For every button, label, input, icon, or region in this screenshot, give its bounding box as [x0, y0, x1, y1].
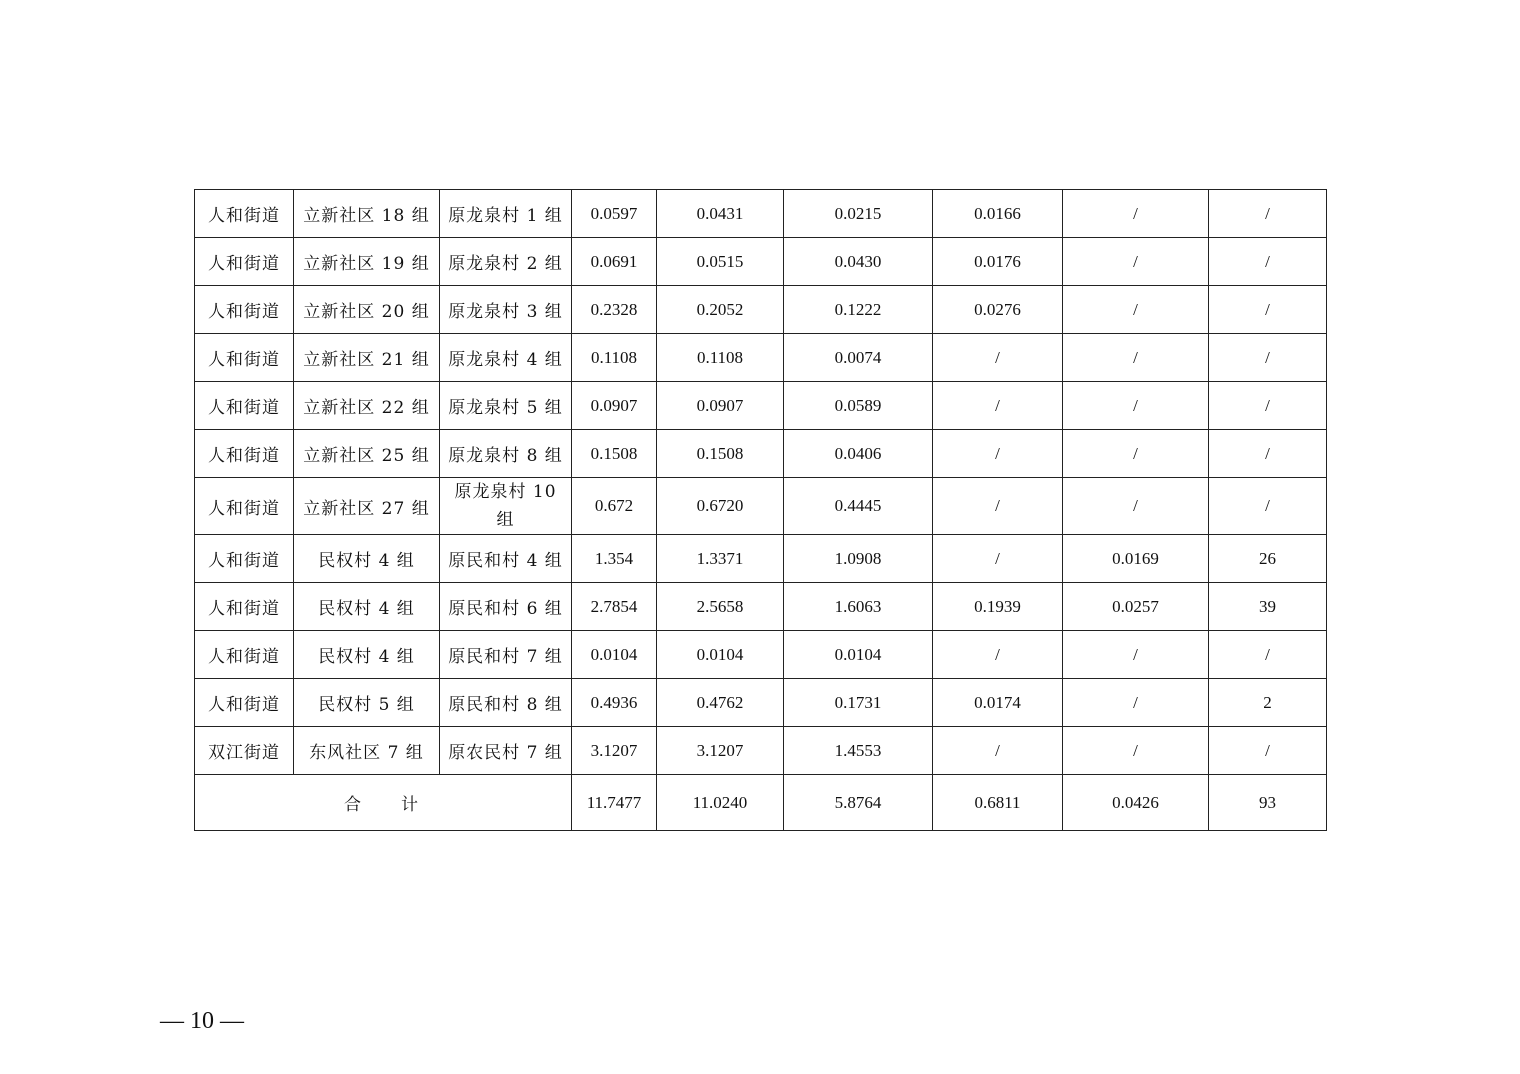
- value-cell-1: 0.0691: [572, 238, 657, 286]
- value-cell-1: 0.2328: [572, 286, 657, 334]
- table-row: [195, 238, 1327, 286]
- table-row: [195, 727, 1327, 775]
- value-cell-6: 26: [1209, 535, 1327, 583]
- value-cell-5: 0.0257: [1063, 583, 1209, 631]
- value-cell-6: /: [1209, 286, 1327, 334]
- original-village-cell: 原民和村 7 组: [440, 631, 572, 679]
- total-value-5: 0.0426: [1063, 775, 1209, 831]
- value-cell-3: 0.0430: [784, 238, 933, 286]
- land-data-table: [194, 189, 1327, 831]
- street-cell: 人和街道: [195, 334, 294, 382]
- original-village-cell: 原龙泉村 8 组: [440, 430, 572, 478]
- value-cell-5: /: [1063, 631, 1209, 679]
- original-village-cell: 原龙泉村 1 组: [440, 190, 572, 238]
- street-cell: 人和街道: [195, 382, 294, 430]
- community-cell: 民权村 5 组: [294, 679, 440, 727]
- value-cell-6: 39: [1209, 583, 1327, 631]
- street-cell: 人和街道: [195, 286, 294, 334]
- value-cell-4: 0.0276: [933, 286, 1063, 334]
- value-cell-4: /: [933, 631, 1063, 679]
- value-cell-2: 1.3371: [657, 535, 784, 583]
- value-cell-5: /: [1063, 238, 1209, 286]
- value-cell-3: 0.1731: [784, 679, 933, 727]
- value-cell-4: /: [933, 727, 1063, 775]
- value-cell-2: 0.4762: [657, 679, 784, 727]
- table-row: [195, 382, 1327, 430]
- community-cell: 民权村 4 组: [294, 631, 440, 679]
- value-cell-1: 0.0104: [572, 631, 657, 679]
- value-cell-4: /: [933, 382, 1063, 430]
- value-cell-1: 0.672: [572, 478, 657, 535]
- value-cell-3: 0.4445: [784, 478, 933, 535]
- value-cell-1: 2.7854: [572, 583, 657, 631]
- original-village-cell: 原龙泉村 4 组: [440, 334, 572, 382]
- street-cell: 人和街道: [195, 238, 294, 286]
- value-cell-1: 0.1108: [572, 334, 657, 382]
- value-cell-3: 0.1222: [784, 286, 933, 334]
- original-village-cell: 原民和村 4 组: [440, 535, 572, 583]
- value-cell-1: 3.1207: [572, 727, 657, 775]
- value-cell-5: 0.0169: [1063, 535, 1209, 583]
- page-number: — 10 —: [160, 1008, 244, 1034]
- value-cell-3: 0.0104: [784, 631, 933, 679]
- value-cell-3: 1.6063: [784, 583, 933, 631]
- street-cell: 人和街道: [195, 430, 294, 478]
- table-row: [195, 430, 1327, 478]
- value-cell-2: 0.0515: [657, 238, 784, 286]
- table-body: [195, 190, 1327, 831]
- table-row: [195, 478, 1327, 535]
- value-cell-2: 0.0431: [657, 190, 784, 238]
- street-cell: 双江街道: [195, 727, 294, 775]
- value-cell-1: 0.4936: [572, 679, 657, 727]
- table-row: [195, 679, 1327, 727]
- community-cell: 立新社区 21 组: [294, 334, 440, 382]
- total-value-6: 93: [1209, 775, 1327, 831]
- value-cell-6: /: [1209, 334, 1327, 382]
- value-cell-3: 0.0215: [784, 190, 933, 238]
- original-village-cell: 原龙泉村 10 组: [440, 478, 572, 535]
- table-row: [195, 334, 1327, 382]
- value-cell-5: /: [1063, 382, 1209, 430]
- value-cell-5: /: [1063, 679, 1209, 727]
- value-cell-5: /: [1063, 478, 1209, 535]
- value-cell-3: 1.4553: [784, 727, 933, 775]
- value-cell-6: /: [1209, 727, 1327, 775]
- value-cell-3: 0.0406: [784, 430, 933, 478]
- community-cell: 东风社区 7 组: [294, 727, 440, 775]
- value-cell-5: /: [1063, 334, 1209, 382]
- total-value-4: 0.6811: [933, 775, 1063, 831]
- value-cell-3: 0.0589: [784, 382, 933, 430]
- value-cell-6: /: [1209, 631, 1327, 679]
- total-value-1: 11.7477: [572, 775, 657, 831]
- community-cell: 立新社区 27 组: [294, 478, 440, 535]
- value-cell-6: /: [1209, 382, 1327, 430]
- community-cell: 立新社区 25 组: [294, 430, 440, 478]
- community-cell: 立新社区 22 组: [294, 382, 440, 430]
- original-village-cell: 原农民村 7 组: [440, 727, 572, 775]
- value-cell-6: 2: [1209, 679, 1327, 727]
- value-cell-2: 3.1207: [657, 727, 784, 775]
- street-cell: 人和街道: [195, 478, 294, 535]
- value-cell-2: 0.6720: [657, 478, 784, 535]
- original-village-cell: 原龙泉村 2 组: [440, 238, 572, 286]
- total-label: 合计: [195, 775, 572, 831]
- value-cell-6: /: [1209, 238, 1327, 286]
- value-cell-4: /: [933, 535, 1063, 583]
- value-cell-1: 0.1508: [572, 430, 657, 478]
- value-cell-5: /: [1063, 286, 1209, 334]
- street-cell: 人和街道: [195, 679, 294, 727]
- value-cell-6: /: [1209, 478, 1327, 535]
- value-cell-2: 0.0907: [657, 382, 784, 430]
- community-cell: 立新社区 18 组: [294, 190, 440, 238]
- value-cell-1: 0.0597: [572, 190, 657, 238]
- total-value-3: 5.8764: [784, 775, 933, 831]
- community-cell: 民权村 4 组: [294, 535, 440, 583]
- value-cell-4: 0.0174: [933, 679, 1063, 727]
- table-row: [195, 583, 1327, 631]
- original-village-cell: 原民和村 6 组: [440, 583, 572, 631]
- value-cell-6: /: [1209, 430, 1327, 478]
- value-cell-5: /: [1063, 190, 1209, 238]
- value-cell-3: 0.0074: [784, 334, 933, 382]
- street-cell: 人和街道: [195, 190, 294, 238]
- total-value-2: 11.0240: [657, 775, 784, 831]
- value-cell-4: /: [933, 430, 1063, 478]
- community-cell: 民权村 4 组: [294, 583, 440, 631]
- value-cell-1: 1.354: [572, 535, 657, 583]
- original-village-cell: 原龙泉村 3 组: [440, 286, 572, 334]
- value-cell-4: 0.0166: [933, 190, 1063, 238]
- value-cell-4: 0.0176: [933, 238, 1063, 286]
- community-cell: 立新社区 20 组: [294, 286, 440, 334]
- original-village-cell: 原民和村 8 组: [440, 679, 572, 727]
- street-cell: 人和街道: [195, 583, 294, 631]
- value-cell-2: 2.5658: [657, 583, 784, 631]
- value-cell-6: /: [1209, 190, 1327, 238]
- value-cell-2: 0.1108: [657, 334, 784, 382]
- community-cell: 立新社区 19 组: [294, 238, 440, 286]
- value-cell-4: /: [933, 334, 1063, 382]
- value-cell-4: 0.1939: [933, 583, 1063, 631]
- table-row: [195, 286, 1327, 334]
- value-cell-2: 0.1508: [657, 430, 784, 478]
- street-cell: 人和街道: [195, 631, 294, 679]
- value-cell-2: 0.2052: [657, 286, 784, 334]
- value-cell-1: 0.0907: [572, 382, 657, 430]
- table-row: [195, 535, 1327, 583]
- value-cell-2: 0.0104: [657, 631, 784, 679]
- table-row: [195, 631, 1327, 679]
- value-cell-5: /: [1063, 430, 1209, 478]
- value-cell-4: /: [933, 478, 1063, 535]
- table-row: [195, 190, 1327, 238]
- total-row: [195, 775, 1327, 831]
- value-cell-5: /: [1063, 727, 1209, 775]
- value-cell-3: 1.0908: [784, 535, 933, 583]
- street-cell: 人和街道: [195, 535, 294, 583]
- original-village-cell: 原龙泉村 5 组: [440, 382, 572, 430]
